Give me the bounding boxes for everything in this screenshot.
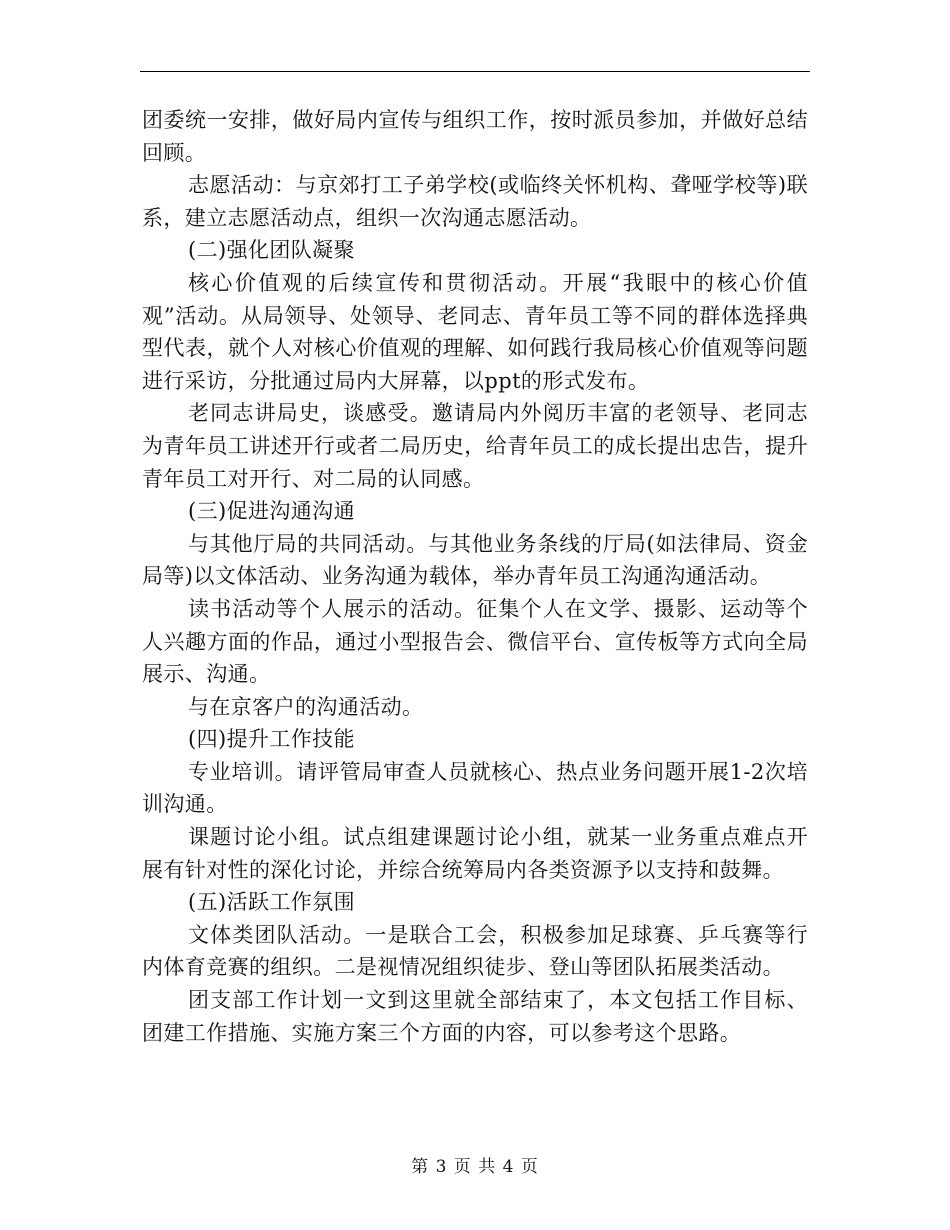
paragraph-client-communication: 与在京客户的沟通活动。 bbox=[188, 694, 424, 719]
paragraph-bureau-history: 老同志讲局史，谈感受。邀请局内外阅历丰富的老领导、老同志为青年员工讲述开行或者二局历史，给青年员工的成长提出忠告，提升青年员工对开行、对二局的认同感。 bbox=[142, 401, 808, 491]
paragraph-conclusion: 团支部工作计划一文到这里就全部结束了，本文包括工作目标、团建工作措施、实施方案三个方面的内容，可以参考这个思路。 bbox=[142, 988, 808, 1045]
section-heading-2: (二)强化团队凝聚 bbox=[188, 238, 355, 263]
paragraph-joint-activities: 与其他厅局的共同活动。与其他业务条线的厅局(如法律局、资金局等)以文体活动、业务沟通为载体，举办青年员工沟通沟通活动。 bbox=[142, 531, 808, 589]
page-footer: 第 3 页 共 4 页 bbox=[411, 1157, 539, 1177]
header-rule bbox=[140, 71, 810, 72]
paragraph-professional-training: 专业培训。请评管局审查人员就核心、热点业务问题开展1-2次培训沟通。 bbox=[142, 759, 808, 817]
paragraph-research-group: 课题讨论小组。试点组建课题讨论小组，就某一业务重点难点开展有针对性的深化讨论，并综合统筹局内各类资源予以支持和鼓舞。 bbox=[142, 825, 808, 882]
section-heading-4: (四)提升工作技能 bbox=[188, 727, 355, 752]
paragraph-reading-activities: 读书活动等个人展示的活动。征集个人在文学、摄影、运动等个人兴趣方面的作品，通过小型报告会、微信平台、宣传板等方式向全局展示、沟通。 bbox=[142, 596, 808, 687]
section-heading-5: (五)活跃工作氛围 bbox=[188, 890, 355, 915]
paragraph-sports-activities: 文体类团队活动。一是联合工会，积极参加足球赛、乒乓赛等行内体育竞赛的组织。二是视情况组织徒步、登山等团队拓展类活动。 bbox=[142, 922, 808, 980]
section-heading-3: (三)促进沟通沟通 bbox=[188, 499, 355, 524]
paragraph-continuation: 团委统一安排，做好局内宣传与组织工作，按时派员参加，并做好总结回顾。 bbox=[142, 108, 808, 165]
paragraph-core-values: 核心价值观的后续宣传和贯彻活动。开展“我眼中的核心价值观”活动。从局领导、处领导、老同志、青年员工等不同的群体选择典型代表，就个人对核心价值观的理解、如何践行我局核心价值观等问题进行采访，分批通过局内大屏幕，以ppt的形式发布。 bbox=[142, 270, 808, 393]
document-body bbox=[142, 104, 808, 1049]
paragraph-volunteer-activity: 志愿活动：与京郊打工子弟学校(或临终关怀机构、聋哑学校等)联系，建立志愿活动点，组织一次沟通志愿活动。 bbox=[142, 173, 808, 230]
